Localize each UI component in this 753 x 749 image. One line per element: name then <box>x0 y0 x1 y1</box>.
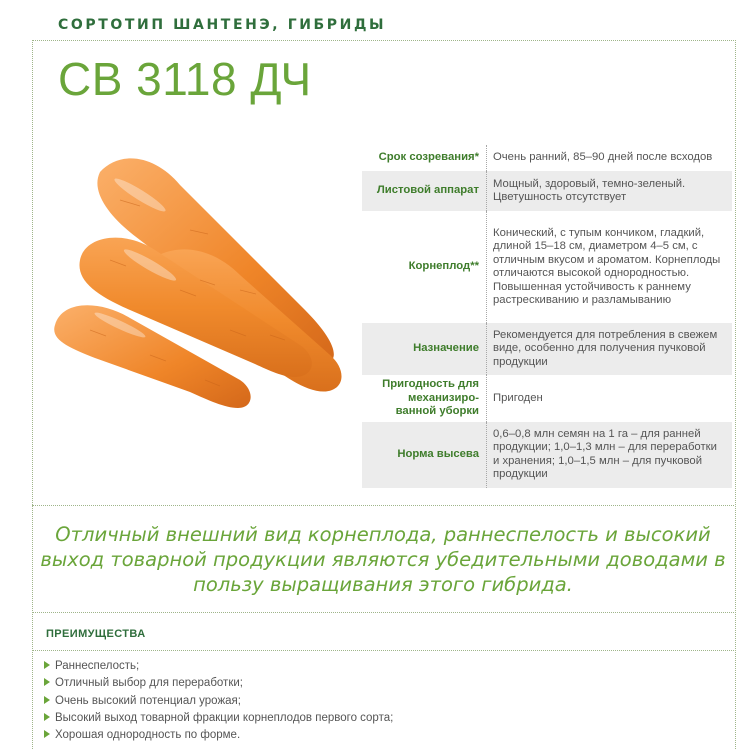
divider <box>32 612 734 613</box>
section-kicker: СОРТОТИП ШАНТЕНЭ, ГИБРИДЫ <box>58 17 387 33</box>
spec-value: Рекомендуется для потребления в свежем виде, особенно для получения пучковой продукции <box>487 323 733 375</box>
triangle-bullet-icon <box>44 661 50 669</box>
list-item <box>44 675 393 692</box>
spec-label: Пригодность для механизиро-ванной уборки <box>382 378 479 417</box>
list-item-text: Раннеспелость; <box>55 660 140 672</box>
spec-value: Мощный, здоровый, темно-зеленый. Цветушность отсутствует <box>487 171 733 211</box>
variety-title: СВ 3118 ДЧ <box>58 53 312 105</box>
spec-value: Конический, с тупым кончиком, гладкий, длиной 15–18 см, диаметром 4–5 см, с отличным вкусом и ароматом. Корнеплоды отличаются высокой однородностью. Повышенная устойчивость к раннему растрескиванию и разламыванию <box>487 211 733 323</box>
divider <box>32 505 734 506</box>
spec-row <box>362 422 732 488</box>
spec-label: Норма высева <box>362 422 487 488</box>
spec-value: Пригоден <box>487 375 733 422</box>
specifications-table <box>362 145 732 488</box>
list-item-text: Очень высокий потенциал урожая; <box>55 694 241 707</box>
spec-label: Корнеплод** <box>408 260 479 273</box>
spec-value: Очень ранний, 85–90 дней после всходов <box>487 145 733 171</box>
triangle-bullet-icon <box>44 730 50 738</box>
divider <box>32 650 734 651</box>
spec-label: Листовой аппарат <box>362 171 487 211</box>
spec-row <box>362 211 732 323</box>
advantages-list <box>44 658 393 744</box>
highlight-quote: Отличный внешний вид корнеплода, раннеспелость и высокий выход товарной продукции являются убедительными доводами в пользу выращивания этого гибрида. <box>40 523 726 596</box>
list-item-text: Хорошая однородность по форме. <box>55 729 241 742</box>
list-item <box>44 658 393 675</box>
spec-row <box>362 145 732 171</box>
spec-row <box>362 323 732 375</box>
carrot-photo <box>40 140 370 440</box>
advantages-heading: ПРЕИМУЩЕСТВА <box>46 628 146 640</box>
spec-value: 0,6–0,8 млн семян на 1 га – для ранней продукции; 1,0–1,3 млн – для переработки и хранения; 1,0–1,5 млн – для пучковой продукции <box>487 422 733 488</box>
spec-label: Срок созревания* <box>378 151 479 164</box>
list-item-text: Высокий выход товарной фракции корнеплодов первого сорта; <box>55 711 394 724</box>
triangle-bullet-icon <box>44 678 50 686</box>
spec-row <box>362 171 732 211</box>
spec-label: Назначение <box>362 323 487 375</box>
list-item <box>44 727 393 744</box>
triangle-bullet-icon <box>44 696 50 704</box>
list-item <box>44 710 393 727</box>
list-item <box>44 693 393 710</box>
triangle-bullet-icon <box>44 713 50 721</box>
list-item-text: Отличный выбор для переработки; <box>55 677 243 690</box>
spec-row <box>362 375 732 422</box>
